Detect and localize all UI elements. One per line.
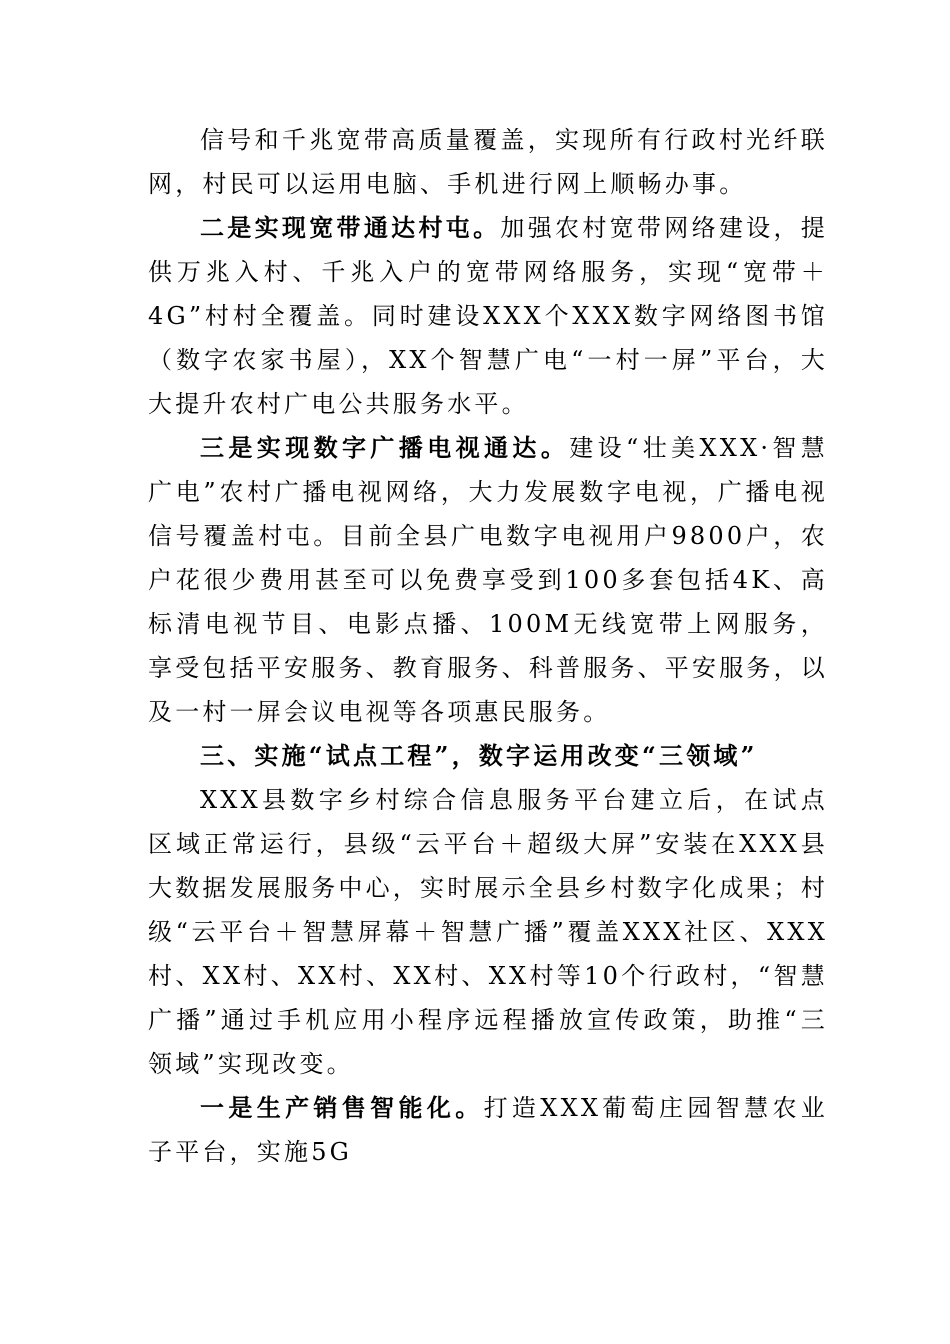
paragraph-digital-broadcast — [148, 426, 828, 734]
paragraph-broadband-villages — [148, 206, 828, 426]
paragraph-lead: 三是实现数字广播电视通达。 — [200, 433, 570, 462]
paragraph-text: XXX县数字乡村综合信息服务平台建立后，在试点区域正常运行，县级“云平台＋超级大屏”安装在XXX县大数据发展服务中心，实时展示全县乡村数字化成果；村级“云平台＋智慧屏幕＋智慧广播”覆盖XXX社区、XXX村、XX村、XX村、XX村、XX村等10个行政村，“智慧广播”通过手机应用小程序远程播放宣传政策，助推“三领域”实现改变。 — [148, 786, 828, 1078]
paragraph-lead: 二是实现宽带通达村屯。 — [200, 213, 501, 242]
paragraph-text: 信号和千兆宽带高质量覆盖，实现所有行政村光纤联网，村民可以运用电脑、手机进行网上顺畅办事。 — [148, 126, 828, 198]
paragraph-network-coverage — [148, 118, 828, 206]
paragraph-text: 打造XXX葡萄庄园智慧农业子平台，实施5G — [148, 1094, 829, 1166]
paragraph-text: 加强农村宽带网络建设，提供万兆入村、千兆入户的宽带网络服务，实现“宽带＋4G”村村全覆盖。同时建设XXX个XXX数字网络图书馆（数字农家书屋），XX个智慧广电“一村一屏”平台，大大提升农村广电公共服务水平。 — [148, 214, 829, 418]
paragraph-platform-overview — [148, 778, 828, 1086]
paragraph-lead: 一是生产销售智能化。 — [200, 1093, 484, 1122]
paragraph-smart-production — [148, 1086, 828, 1174]
section-heading: 三、实施“试点工程”，数字运用改变“三领域” — [200, 741, 758, 770]
document-body — [148, 118, 828, 1174]
paragraph-text: 建设“壮美XXX·智慧广电”农村广播电视网络，大力发展数字电视，广播电视信号覆盖村屯。目前全县广电数字电视用户9800户，农户花很少费用甚至可以免费享受到100多套包括4K、高标清电视节目、电影点播、100M无线宽带上网服务，享受包括平安服务、教育服务、科普服务、平安服务，以及一村一屏会议电视等各项惠民服务。 — [148, 434, 829, 726]
